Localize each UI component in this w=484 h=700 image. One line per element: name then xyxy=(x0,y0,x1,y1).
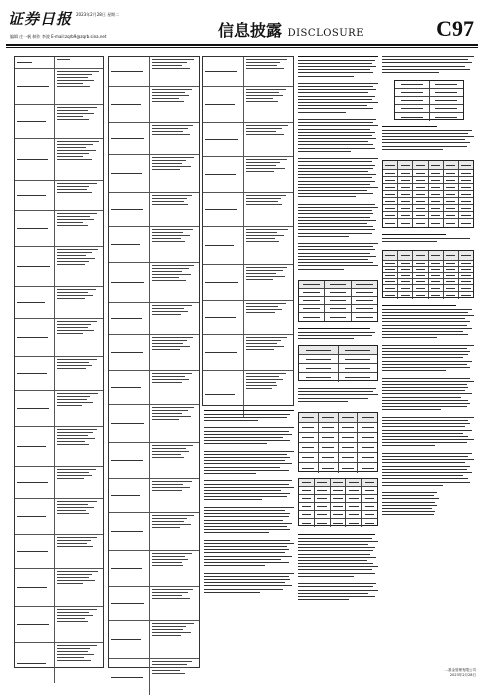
fund-list-row xyxy=(15,427,103,467)
announcement-text-col4d xyxy=(298,534,378,602)
fund-list-row xyxy=(109,123,199,155)
fund-list-row xyxy=(109,193,199,227)
contact-line: 编辑 庄一帆 制作 李波 E-mail:zqrb9@zqrb.sina.net xyxy=(10,34,107,39)
fund-list-row xyxy=(15,569,103,607)
data-table xyxy=(298,280,378,322)
footer-date: 2023年2月28日 xyxy=(449,673,476,677)
footer-issuer: …基金管理有限公司 xyxy=(444,668,476,672)
fund-list-row xyxy=(109,57,199,87)
fund-list-header xyxy=(15,57,103,69)
fund-list-row xyxy=(109,443,199,479)
fund-list-row xyxy=(109,335,199,371)
fund-list-row xyxy=(203,157,293,193)
announcement-text-col5d xyxy=(382,305,474,518)
data-table xyxy=(298,478,378,526)
announcement-text-col4c xyxy=(298,388,378,404)
fund-list-row xyxy=(15,211,103,247)
header-rule-thin xyxy=(6,47,478,48)
data-table xyxy=(394,80,464,120)
fund-list-row xyxy=(109,513,199,551)
fund-list-row xyxy=(109,263,199,303)
fund-list-row xyxy=(15,247,103,287)
header-rule xyxy=(6,44,478,46)
fund-list-row xyxy=(109,479,199,513)
fund-list-row xyxy=(15,607,103,643)
fund-list-row xyxy=(15,105,103,139)
announcement-text-col5 xyxy=(382,56,474,75)
fund-list-column-1 xyxy=(14,56,104,668)
fund-list-row xyxy=(15,287,103,319)
fund-list-row xyxy=(109,551,199,587)
fund-list-row xyxy=(109,303,199,335)
announcement-text-col3 xyxy=(204,410,294,595)
fund-list-row xyxy=(203,335,293,371)
announcement-text-col4 xyxy=(298,56,378,272)
fund-list-column-3 xyxy=(202,56,294,406)
fund-list-row xyxy=(109,587,199,621)
fund-list-row xyxy=(109,405,199,443)
data-table xyxy=(298,412,378,472)
edition-date: 2023年2月28日 星期二 xyxy=(76,12,120,17)
fund-list-row xyxy=(15,391,103,427)
announcement-text-col5b xyxy=(382,126,474,152)
data-table xyxy=(382,160,474,228)
fund-list-row xyxy=(15,357,103,391)
section-title-en: DISCLOSURE xyxy=(287,28,365,39)
edition-info xyxy=(76,12,119,17)
announcement-text-col4b xyxy=(298,328,378,341)
section-title-cn: 信息披露 xyxy=(218,21,283,40)
footer-note xyxy=(445,668,477,678)
fund-list-row xyxy=(203,57,293,87)
data-table xyxy=(298,345,378,381)
fund-list-row xyxy=(15,643,103,683)
fund-list-row xyxy=(15,69,103,105)
fund-list-row xyxy=(203,301,293,335)
fund-list-row xyxy=(109,621,199,659)
announcement-text-col5c xyxy=(382,234,474,244)
fund-list-row xyxy=(109,227,199,263)
fund-list-row xyxy=(203,123,293,157)
fund-list-row xyxy=(15,319,103,357)
fund-list-row xyxy=(109,371,199,405)
fund-list-row xyxy=(15,139,103,181)
fund-list-row xyxy=(109,155,199,193)
fund-list-row xyxy=(15,499,103,535)
data-table xyxy=(382,250,474,298)
section-title xyxy=(218,18,364,41)
fund-list-row xyxy=(203,193,293,227)
fund-list-row xyxy=(203,227,293,265)
fund-list-row xyxy=(109,87,199,123)
fund-list-row xyxy=(109,659,199,695)
fund-list-row xyxy=(15,467,103,499)
fund-list-row xyxy=(203,87,293,123)
newspaper-logo: 证券日报 xyxy=(8,10,73,28)
fund-list-column-2 xyxy=(108,56,200,668)
page-number: C97 xyxy=(436,16,474,41)
fund-list-row xyxy=(203,265,293,301)
fund-list-row xyxy=(15,535,103,569)
fund-list-row xyxy=(15,181,103,211)
